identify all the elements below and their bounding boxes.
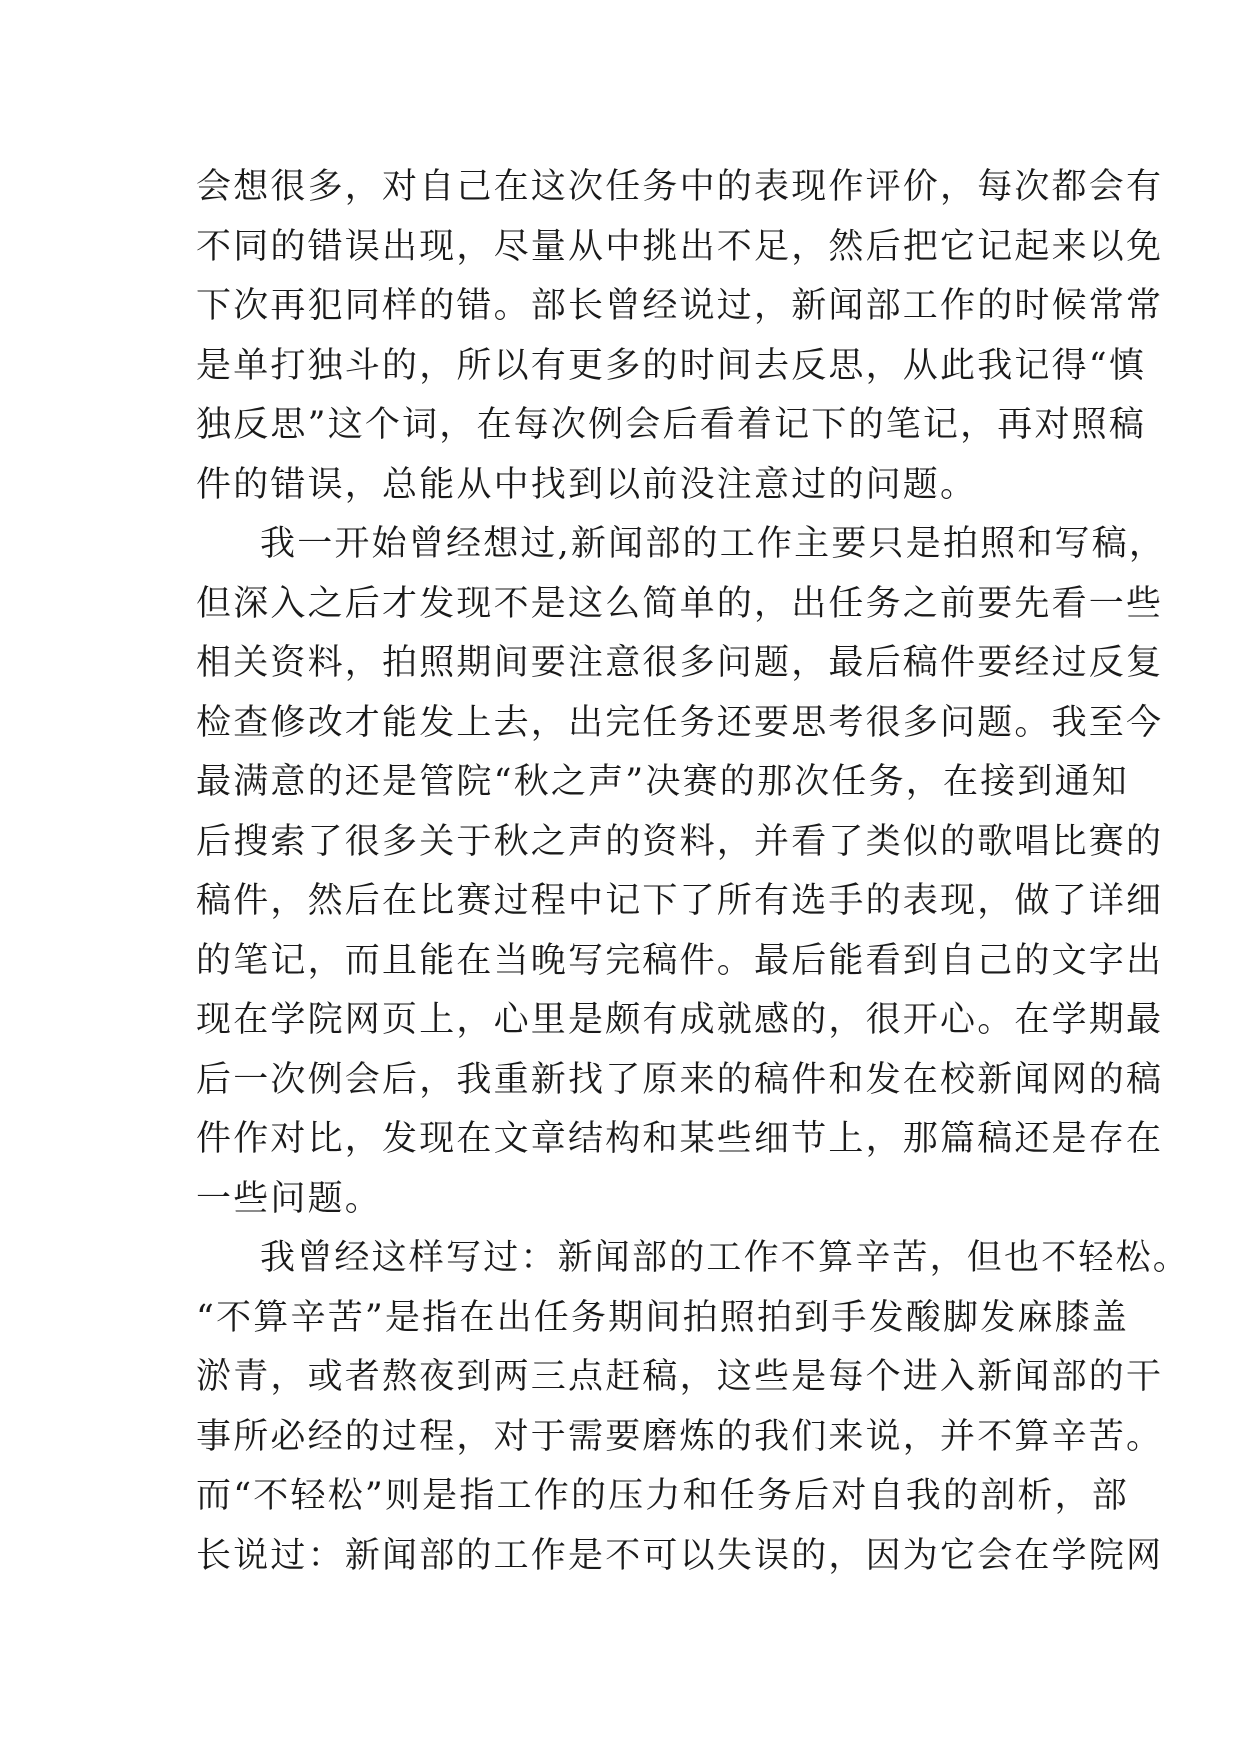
text-line: 淤青，或者熬夜到两三点赶稿，这些是每个进入新闻部的干	[196, 1357, 1164, 1397]
paragraph-first-line: 我一开始曾经想过,新闻部的工作主要只是拍照和写稿，	[260, 524, 1167, 564]
paragraph-first-line: 我曾经这样写过：新闻部的工作不算辛苦，但也不轻松。	[260, 1238, 1191, 1278]
text-line: 检查修改才能发上去，出完任务还要思考很多问题。我至今	[196, 702, 1164, 743]
text-line: 件作对比，发现在文章结构和某些细节上，那篇稿还是存在	[196, 1119, 1164, 1159]
text-line: 件的错误，总能从中找到以前没注意过的问题。	[196, 464, 978, 505]
text-line: 而“不轻松”则是指工作的压力和任务后对自我的剖析，部	[196, 1476, 1129, 1516]
text-line: 会想很多，对自己在这次任务中的表现作评价，每次都会有	[196, 167, 1164, 207]
text-line: 稿件，然后在比赛过程中记下了所有选手的表现，做了详细	[196, 881, 1164, 921]
text-line: 是单打独斗的，所以有更多的时间去反思，从此我记得“慎	[196, 345, 1147, 386]
text-line: 事所必经的过程，对于需要磨炼的我们来说，并不算辛苦。	[196, 1416, 1164, 1457]
body-text	[196, 158, 1191, 1586]
text-line: 最满意的还是管院“秋之声”决赛的那次任务，在接到通知	[196, 762, 1129, 802]
text-line: 下次再犯同样的错。部长曾经说过，新闻部工作的时候常常	[196, 286, 1164, 326]
text-line: 后搜索了很多关于秋之声的资料，并看了类似的歌唱比赛的	[196, 821, 1164, 862]
text-line: 但深入之后才发现不是这么简单的，出任务之前要先看一些	[196, 583, 1164, 624]
text-line: 独反思”这个词，在每次例会后看着记下的笔记，再对照稿	[196, 405, 1147, 445]
text-line: 后一次例会后，我重新找了原来的稿件和发在校新闻网的稿	[196, 1059, 1164, 1100]
text-line: 长说过：新闻部的工作是不可以失误的，因为它会在学院网	[196, 1535, 1164, 1576]
text-line: 的笔记，而且能在当晚写完稿件。最后能看到自己的文字出	[196, 940, 1164, 981]
text-line: “不算辛苦”是指在出任务期间拍照拍到手发酸脚发麻膝盖	[196, 1297, 1129, 1338]
text-line: 不同的错误出现，尽量从中挑出不足，然后把它记起来以免	[196, 226, 1164, 267]
text-line: 现在学院网页上，心里是颇有成就感的，很开心。在学期最	[196, 1000, 1164, 1040]
text-line: 一些问题。	[196, 1178, 383, 1219]
text-line: 相关资料，拍照期间要注意很多问题，最后稿件要经过反复	[196, 643, 1164, 683]
